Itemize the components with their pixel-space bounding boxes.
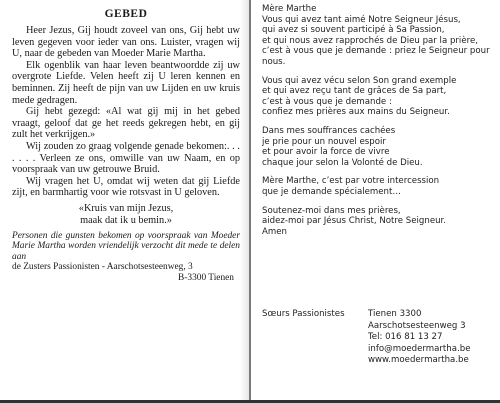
stanza-2-line-3: c’est à vous que je demande : <box>262 96 392 107</box>
contact-details <box>368 309 470 367</box>
stanza-3-line-2: je prie pour un nouvel espoir <box>262 136 386 147</box>
contact-street: Aarschotsesteenweg 3 <box>368 320 466 331</box>
contact-email: info@moedermartha.be <box>368 343 471 354</box>
stanza-1-line-3: qui avez si souvent participé à Sa Passion, <box>262 25 445 36</box>
prayer-paragraph-1: Heer Jezus, Gij houdt zoveel van ons, Gij hebt uw leven gegeven voor ieder van ons. Luister, vragen wij U, naar de gebeden van Moeder Marie Martha. <box>12 25 240 60</box>
stanza-4-line-1: Mère Marthe, c’est par votre intercession <box>262 176 440 187</box>
footer-address-line-2: B-3300 Tienen <box>178 272 234 283</box>
contact-website: www.moedermartha.be <box>368 355 469 366</box>
stanza-1-line-4: et qui nous avez rapprochés de Dieu par la prière, <box>262 35 478 46</box>
quote-line-2: maak dat ik u bemin.» <box>80 214 172 226</box>
contact-phone: Tel: 016 81 13 27 <box>368 332 443 343</box>
right-page-french-prayer <box>250 0 500 403</box>
contact-city: Tienen 3300 <box>368 309 422 319</box>
stanza-2 <box>262 76 492 118</box>
prayer-title: GEBED <box>104 8 148 20</box>
stanza-1-line-1: Mère Marthe <box>262 4 317 14</box>
stanza-5-line-3: Amen <box>262 226 287 237</box>
prayer-paragraph-4: Wij zouden zo graag volgende genade bekomen:. . . . . . . Verleen ze ons, omwille van uw Naam, en op voorspraak van uw getrouwe Bruid. <box>12 140 240 176</box>
organization-name: Sœurs Passionistes <box>262 309 345 319</box>
stanza-1-line-2: Vous qui avez tant aimé Notre Seigneur Jésus, <box>262 14 461 25</box>
stanza-2-line-2: et qui avez reçu tant de grâces de Sa part, <box>262 86 447 97</box>
stanza-4 <box>262 176 492 197</box>
stanza-5 <box>262 206 492 238</box>
prayer-paragraph-2: Elk ogenblik van haar leven beantwoordde zij uw overgrote Liefde. Velen heeft zij U leren kennen en beminnen. Zij heeft de pijn van uw Lijden en uw kruis mede gedragen. <box>12 59 240 106</box>
prayer-paragraph-3: Gij hebt gezegd: «Al wat gij mij in het gebed vraagt, geloof dat ge het reeds gekregen hebt, en gij zult het verkrijgen.» <box>12 106 240 141</box>
stanza-1-line-5: c’est à vous que je demande : priez le Seigneur pour nous. <box>262 46 490 67</box>
stanza-3-line-1: Dans mes souffrances cachées <box>262 125 396 136</box>
stanza-2-line-4: confiez mes prières aux mains du Seigneur. <box>262 107 450 118</box>
fold-shadow <box>240 0 249 403</box>
stanza-3-line-4: chaque jour selon la Volonté de Dieu. <box>262 157 423 168</box>
stanza-3 <box>262 126 492 168</box>
stanza-5-line-1: Soutenez-moi dans mes prières, <box>262 205 401 216</box>
stanza-1 <box>262 4 492 68</box>
stanza-5-line-2: aidez-moi par Jésus Christ, Notre Seigneur. <box>262 216 447 227</box>
footer-note: Personen die gunsten bekomen op voorspraak van Moeder Marie Martha worden vriendelijk verzocht dit mede te delen aan <box>12 230 240 262</box>
stanza-2-line-1: Vous qui avez vécu selon Son grand exemple <box>262 75 457 86</box>
prayer-paragraph-5: Wij vragen het U, omdat wij weten dat gij Liefde zijt, en barmhartig voor wie rotsvast in U geloven. <box>12 175 240 199</box>
stanza-3-line-3: et pour avoir la force de vivre <box>262 147 390 158</box>
quote-line-1: «Kruis van mijn Jezus, <box>78 202 174 214</box>
invocation-quote <box>12 203 240 227</box>
footer-address-line-1: de Zusters Passionisten - Aarschotsesteenweg, 3 <box>12 262 193 273</box>
stanza-4-line-2: que je demande spécialement… <box>262 186 401 197</box>
